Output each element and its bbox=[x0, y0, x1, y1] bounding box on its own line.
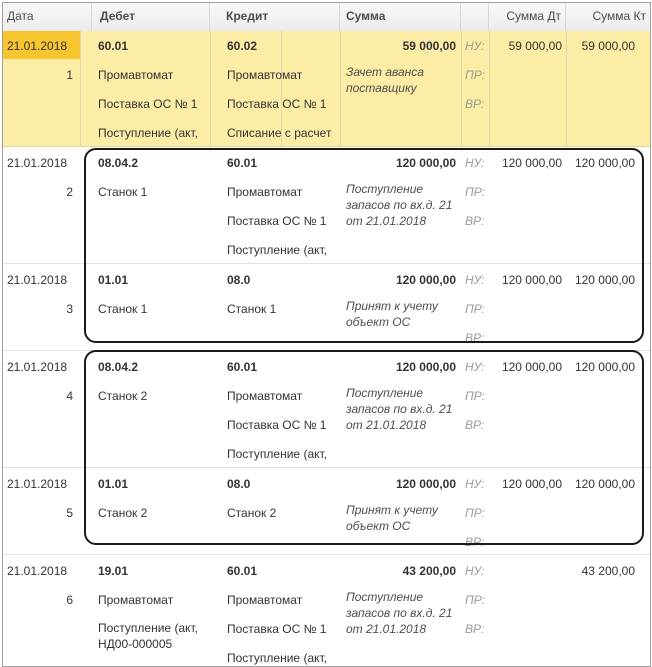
column-divider bbox=[80, 31, 81, 146]
credit-subconto-1[interactable]: Промавтомат bbox=[227, 185, 303, 199]
posting-content[interactable]: Зачет аванса поставщику bbox=[346, 65, 424, 95]
postings-table bbox=[2, 2, 651, 667]
credit-account[interactable]: 60.01 bbox=[227, 156, 258, 170]
debit-account[interactable]: 01.01 bbox=[98, 273, 129, 287]
row-number: 1 bbox=[66, 68, 73, 82]
credit-subconto-3[interactable]: Поступление (акт, bbox=[227, 651, 327, 665]
nu-tag: НУ: bbox=[465, 273, 485, 287]
credit-subconto-3[interactable]: Списание с расчет bbox=[227, 126, 332, 140]
credit-subconto-2[interactable]: Поставка ОС № 1 bbox=[227, 97, 327, 111]
posting-row[interactable] bbox=[3, 31, 650, 147]
pr-tag: ПР: bbox=[465, 389, 485, 403]
debit-account[interactable]: 19.01 bbox=[98, 564, 129, 578]
column-header-credit[interactable]: Кредит bbox=[210, 3, 340, 31]
vr-tag: ВР: bbox=[465, 418, 485, 432]
date-cell[interactable]: 21.01.2018 bbox=[7, 39, 68, 53]
credit-subconto-3[interactable]: Поступление (акт, bbox=[227, 447, 327, 461]
posting-row[interactable] bbox=[3, 556, 650, 667]
debit-account[interactable]: 01.01 bbox=[98, 477, 129, 491]
row-number: 2 bbox=[66, 185, 73, 199]
column-divider bbox=[461, 31, 462, 146]
row-number: 5 bbox=[66, 506, 73, 520]
nu-sum-dt[interactable]: 120 000,00 bbox=[501, 477, 562, 491]
posting-content[interactable]: Принят к учету объект ОС bbox=[346, 299, 438, 329]
nu-sum-kt[interactable]: 120 000,00 bbox=[574, 156, 635, 170]
debit-subconto-3[interactable]: Поступление (акт, bbox=[98, 126, 198, 140]
nu-sum-kt[interactable]: 59 000,00 bbox=[581, 39, 635, 53]
credit-subconto-1[interactable]: Станок 1 bbox=[227, 302, 277, 316]
credit-subconto-2[interactable]: Поставка ОС № 1 bbox=[227, 418, 327, 432]
posting-row[interactable] bbox=[3, 469, 650, 555]
credit-account[interactable]: 60.02 bbox=[227, 39, 258, 53]
posting-content[interactable]: Поступление запасов по вх.д. 21 от 21.01.2018 bbox=[346, 182, 453, 228]
posting-content[interactable]: Принят к учету объект ОС bbox=[346, 503, 438, 533]
credit-subconto-1[interactable]: Промавтомат bbox=[227, 68, 303, 82]
date-cell[interactable]: 21.01.2018 bbox=[7, 564, 68, 578]
posting-content[interactable]: Поступление запасов по вх.д. 21 от 21.01.2018 bbox=[346, 590, 453, 636]
credit-account[interactable]: 08.0 bbox=[227, 477, 251, 491]
amount-cell[interactable]: 120 000,00 bbox=[395, 477, 456, 491]
column-header-type bbox=[461, 3, 489, 31]
nu-sum-dt[interactable]: 120 000,00 bbox=[501, 360, 562, 374]
nu-sum-kt[interactable]: 120 000,00 bbox=[574, 477, 635, 491]
debit-account[interactable]: 08.04.2 bbox=[98, 360, 139, 374]
credit-account[interactable]: 60.01 bbox=[227, 360, 258, 374]
table-header bbox=[3, 3, 650, 32]
nu-tag: НУ: bbox=[465, 360, 485, 374]
amount-cell[interactable]: 59 000,00 bbox=[402, 39, 456, 53]
date-cell[interactable]: 21.01.2018 bbox=[7, 273, 68, 287]
debit-account[interactable]: 60.01 bbox=[98, 39, 129, 53]
posting-row[interactable] bbox=[3, 352, 650, 468]
posting-content[interactable]: Поступление запасов по вх.д. 21 от 21.01.2018 bbox=[346, 386, 453, 432]
amount-cell[interactable]: 120 000,00 bbox=[395, 273, 456, 287]
nu-tag: НУ: bbox=[465, 477, 485, 491]
posting-row[interactable] bbox=[3, 265, 650, 351]
date-cell[interactable]: 21.01.2018 bbox=[7, 156, 68, 170]
credit-subconto-1[interactable]: Промавтомат bbox=[227, 593, 303, 607]
nu-sum-dt[interactable]: 120 000,00 bbox=[501, 156, 562, 170]
debit-account[interactable]: 08.04.2 bbox=[98, 156, 139, 170]
nu-tag: НУ: bbox=[465, 39, 485, 53]
debit-subconto-2[interactable]: Поставка ОС № 1 bbox=[98, 97, 198, 111]
debit-subconto-1[interactable]: Станок 2 bbox=[98, 389, 148, 403]
column-divider bbox=[340, 31, 341, 146]
column-header-sum-dt[interactable]: Сумма Дт bbox=[489, 3, 566, 31]
column-divider bbox=[210, 31, 211, 146]
column-divider bbox=[566, 31, 567, 146]
vr-tag: ВР: bbox=[465, 331, 485, 345]
amount-cell[interactable]: 120 000,00 bbox=[395, 360, 456, 374]
credit-subconto-1[interactable]: Промавтомат bbox=[227, 389, 303, 403]
nu-sum-kt[interactable]: 43 200,00 bbox=[581, 564, 635, 578]
row-number: 6 bbox=[66, 593, 73, 607]
column-header-debit[interactable]: Дебет bbox=[92, 3, 210, 31]
credit-subconto-1[interactable]: Станок 2 bbox=[227, 506, 277, 520]
amount-cell[interactable]: 43 200,00 bbox=[402, 564, 456, 578]
column-header-sum[interactable]: Сумма bbox=[340, 3, 461, 31]
vr-tag: ВР: bbox=[465, 622, 485, 636]
pr-tag: ПР: bbox=[465, 302, 485, 316]
vr-tag: ВР: bbox=[465, 535, 485, 549]
nu-sum-kt[interactable]: 120 000,00 bbox=[574, 360, 635, 374]
debit-subconto-1[interactable]: Станок 2 bbox=[98, 506, 148, 520]
pr-tag: ПР: bbox=[465, 593, 485, 607]
date-cell[interactable]: 21.01.2018 bbox=[7, 360, 68, 374]
amount-cell[interactable]: 120 000,00 bbox=[395, 156, 456, 170]
column-header-sum-kt[interactable]: Сумма Кт bbox=[592, 9, 646, 23]
vr-tag: ВР: bbox=[465, 97, 485, 111]
posting-row[interactable] bbox=[3, 148, 650, 264]
credit-subconto-3[interactable]: Поступление (акт, bbox=[227, 243, 327, 257]
pr-tag: ПР: bbox=[465, 506, 485, 520]
vr-tag: ВР: bbox=[465, 214, 485, 228]
row-number: 3 bbox=[66, 302, 73, 316]
nu-tag: НУ: bbox=[465, 156, 485, 170]
credit-subconto-2[interactable]: Поставка ОС № 1 bbox=[227, 214, 327, 228]
row-number: 4 bbox=[66, 389, 73, 403]
column-header-date[interactable]: Дата bbox=[3, 3, 92, 31]
debit-subconto-2[interactable]: Поступление (акт, НД00-000005 bbox=[98, 621, 198, 651]
nu-tag: НУ: bbox=[465, 564, 485, 578]
credit-account[interactable]: 60.01 bbox=[227, 564, 258, 578]
debit-subconto-1[interactable]: Станок 1 bbox=[98, 302, 148, 316]
debit-subconto-1[interactable]: Станок 1 bbox=[98, 185, 148, 199]
pr-tag: ПР: bbox=[465, 185, 485, 199]
date-cell[interactable]: 21.01.2018 bbox=[7, 477, 68, 491]
nu-sum-dt[interactable]: 120 000,00 bbox=[501, 273, 562, 287]
debit-subconto-1[interactable]: Промавтомат bbox=[98, 68, 174, 82]
debit-subconto-1[interactable]: Промавтомат bbox=[98, 593, 174, 607]
credit-account[interactable]: 08.0 bbox=[227, 273, 251, 287]
nu-sum-dt[interactable]: 59 000,00 bbox=[508, 39, 562, 53]
nu-sum-kt[interactable]: 120 000,00 bbox=[574, 273, 635, 287]
credit-subconto-2[interactable]: Поставка ОС № 1 bbox=[227, 622, 327, 636]
pr-tag: ПР: bbox=[465, 68, 485, 82]
